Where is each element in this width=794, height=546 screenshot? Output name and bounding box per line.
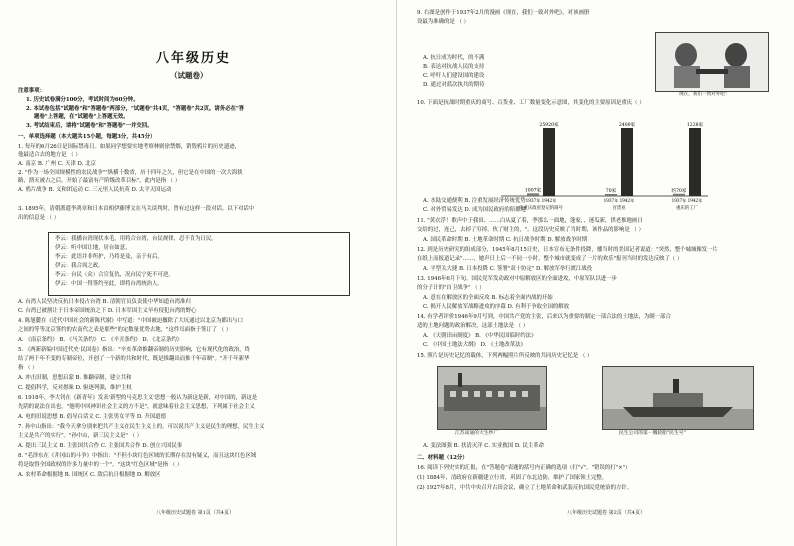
chart-value-label: 25920家 xyxy=(539,123,559,128)
quote-line: 伊云：我合周之政。 xyxy=(55,263,104,269)
chart-bar xyxy=(527,193,539,196)
option-line: C. 呼吁人们建设国的建设 xyxy=(423,73,485,79)
question-line: 结了两千年不变的专制帝位，开创了一个新的共和时代，既是推翻出而推千年帝制"。"开千年新华 xyxy=(18,356,250,362)
option-line: A. 意在在解放区的全面反攻 B. 标志着全面内战的开始 xyxy=(423,295,553,301)
chart-group-label: 百货业 xyxy=(612,206,626,211)
option-line: A. 电的旧说思想 B. 倡导白话文 C. 主张男女平等 D. 升国道德 xyxy=(18,414,166,420)
option-line: C. 对外贸易发达 D. 成为国民政府的陪都地 xyxy=(423,207,526,213)
quote-line: 伊云：听中国让地，居台如意。 xyxy=(55,245,131,251)
option-line: A. 鸦片战争 B. 义和团运动 C. 三元里人民抗英 D. 太平天国运动 xyxy=(18,187,172,193)
chart-group-label: 重庆的工厂 xyxy=(676,206,698,211)
ship-drawing xyxy=(603,367,753,429)
option-line: C. 台湾已被割让于日本帝国统治之下 D. 日本军国主义早有侵犯台湾的野心 xyxy=(18,308,197,314)
option-line: C. 《中国土地法大纲》 D. 《土地改革法》 xyxy=(423,342,526,348)
question-line: 路，溃灭被占之后，开始了最富有产阶级改革目标"，此内是指 （ ） xyxy=(18,178,181,184)
question-line: 4. 陈旭麓在《近代中国社会的新陈代谢》中写道："中国被迫撤除了大坑通过以北京为都出与口 xyxy=(18,318,243,324)
option-line: A. 水陆交通便利 B. 注重发展经济传统优势 xyxy=(423,198,526,204)
factory-drawing xyxy=(438,367,546,429)
option-line: A. 《南京条约》 B. 《马关条约》 C. 《辛丑条约》 D. 《北京条约》 xyxy=(18,337,183,343)
chart-tick-label: 1937年 xyxy=(603,198,619,203)
chart-bar xyxy=(621,128,633,196)
question-line: (1) 1884年，清政府在新疆建立行省，巩固了东北边防，维护了国家领土完整。 xyxy=(417,475,608,481)
notes-heading: 注意事项： xyxy=(18,88,45,94)
question-line: 14. 有学者评价1946年9月写到，中国共产党的主张，后来以为重要的制定一部合法的土地法，为制一部合 xyxy=(417,314,671,320)
option-line: A. 国民革命时期 B. 土地革命时期 C. 抗日战争时期 D. 解放战争时期 xyxy=(423,237,588,243)
quote-line: 李云：台民（众）合宣复仇，况台民宁死不可逆， xyxy=(55,272,174,278)
question-line: 13. 1946年6月下旬，国民党军发动政对中原解放区的全面进攻，中原军队以进一步 xyxy=(417,276,617,282)
chart-tick-label: 1937年 xyxy=(525,198,541,203)
option-line: A. 农村革命根据地 B. 国统区 C. 敌后抗日根据地 D. 解放区 xyxy=(18,472,161,478)
quote-line: 伊云：中国一得签约至此，即将台湾统治人。 xyxy=(55,281,163,287)
page-2 xyxy=(397,0,794,546)
question-line: 11. "黄衣浮！歌声中于我田、……白从夏了着，季那么一面地，蓬家，，迷瓜新，拱老推地画日 xyxy=(417,218,643,224)
chart-tick-label: 1937年 xyxy=(671,198,687,203)
question-line: 在纸上而报道记录"……，她声日上后一不同一小时，整个城市就变成了一片的欢乐"报刊当时的发达反映了（ ） xyxy=(417,256,683,262)
quote-box xyxy=(48,232,350,296)
option-line: A. 《天朝田亩制度》 B. 《中华民国临时约法》 xyxy=(423,333,537,339)
question-line: (2) 1927年8月，中共中央召开古田会议，确立了土地革命和武装反抗国民党统治的方针。 xyxy=(417,485,633,491)
question-line: 设最为准确的是 （ ） xyxy=(417,19,469,25)
question-line: 先阴的说法在出也，"他明中回神识社会主义的方不是"，就意味着社会主义思想，下列属于社会主义 xyxy=(18,404,255,410)
section-heading: 二、材料题（12分） xyxy=(417,455,468,461)
question-line: 将是取得全国政权的许多力量中的一个"，"这块"红色区域"是指 （ ） xyxy=(18,462,183,468)
question-line: 7. 孙中山指出："我今天拿分别来把共产主义在民生主义上的，可以说共产主义是民生的理想，民生主义 xyxy=(18,424,265,430)
quote-line: 李云：我播台湾现状本毛，用将合台湾，台民规律，忍不肯为日民。 xyxy=(55,236,217,242)
chart-tick-label: 1942年 xyxy=(619,198,635,203)
question-line: 出的信息是 （ ） xyxy=(18,215,60,221)
question-line: 9. 右图是创作于1937年2月的漫画《现在，我们一致对外吧》，对该画册 xyxy=(417,10,590,16)
question-line: 15. 照片是历史记忆的载体，下列两幅照片所反映的共同历史记忆是 （ ） xyxy=(417,353,593,359)
chart-value-label: 约70家 xyxy=(671,188,687,194)
option-line: A. 抗日成为时代，的不满 xyxy=(423,55,485,61)
chart-value-label: 1228家 xyxy=(686,123,704,128)
note-line: 1. 历史试卷满分100分，考试时间为60分钟。 xyxy=(26,97,139,103)
page-title: 八年级历史 xyxy=(156,51,232,66)
option-line: D. 通过对蓝次执共的期待 xyxy=(423,82,485,88)
ship-photo xyxy=(602,366,754,430)
question-line: 16. 阅读下列史实的汇报，在"答题卷"表题的括号内正确的选项（打"√"，"错误的打"×"） xyxy=(417,465,631,471)
question-line: 适的土地问题的政治解决，这部土地法是 （ ） xyxy=(417,323,529,329)
question-line: 主义是共产的实行"。"孙中山，新三民主义是" （ ） xyxy=(18,433,143,439)
factory-photo xyxy=(437,366,547,430)
option-line: A. 台湾人民坚决反抗日本侵占台湾 B. 清朝官员负责使中华知道台湾准归 xyxy=(18,299,191,305)
question-line: 2. "作为一场全国规模性的农民战争""纵横十数省，历十四年之久，但它是在中国的一次大海狭 xyxy=(18,170,243,176)
chart-tick-label: 1942年 xyxy=(687,198,703,203)
chart-bar xyxy=(689,128,701,196)
question-line: 交给的过，连己，去掉了穷掉，伙了财主的，"。这段历史反映了当时期，该作品的影响是 （ ） xyxy=(417,227,644,233)
question-line: 6. 1918年，李大钊在《新青年》发表'新型的马克思主义'思想一般认为新这是新，对中国的，新这是 xyxy=(18,395,258,401)
question-line: 的分子计的"自卫战争" （ ） xyxy=(417,285,485,291)
page-subtitle: （试题卷） xyxy=(170,71,208,80)
page-footer: 八年级历史试题卷 第1页（共4页） xyxy=(156,510,234,516)
chart-bar xyxy=(605,194,617,196)
question-line: 之间的等等北京签约的农南代之表是那些"的定数量优势去地，"这件耳面指于签订了 （ ） xyxy=(18,327,232,333)
option-line: C. 提倡科学，反对愚昧 D. 驱逐列强，维护主权 xyxy=(18,385,132,391)
option-line: C. 揭开人民解放军战略进攻的序幕 D. 有利于争取全国的解放 xyxy=(423,304,570,310)
note-line: 题卷"上答题，在"试题卷"上答题无效。 xyxy=(34,114,129,120)
section-heading: 一、单项选择题（本大题共15小题，每题3分，共45分） xyxy=(18,134,156,140)
question-line: 指 （ ） xyxy=(18,365,38,371)
option-line: A. 平型关大捷 B. 日本投降 C. 签署"双十协定" D. 解放军举行渡江战役 xyxy=(423,266,593,272)
option-line: A. 变法图强 B. 扶清灭洋 C. 实业救国 D. 民主革命 xyxy=(423,443,545,449)
question-line: 1. 每年的6月26日是国际禁毒日。如果同学想要实地考察林则徐禁烟，销毁鸦片的历史遗迹， xyxy=(18,144,240,150)
note-line: 3. 考试结束后，请将"试题卷"和"答题卷"一并交回。 xyxy=(26,123,153,129)
chart-group-label: 向重庆政府登记的商号 xyxy=(519,206,563,211)
question-line: 3. 1895年，清朝派遣李鸿章和日本首相伊藤博文在马关谈判时，曾有过这样一段对话。以下对话中 xyxy=(18,206,255,212)
chart-value-label: 70家 xyxy=(605,189,617,194)
cartoon-drawing xyxy=(656,33,768,91)
photo-caption: 江苏南通的大生纱厂 xyxy=(455,431,499,436)
chart-tick-label: 1942年 xyxy=(541,198,557,203)
photo-caption: 民生公司的第一艘轮船"民生号" xyxy=(619,431,686,436)
option-line: A. 提出三民主义 B. 主张国共合作 C. 主张国共合作 D. 创立兴国民事 xyxy=(18,443,183,449)
page-footer: 八年级历史试题卷 第2页（共4页） xyxy=(567,510,645,516)
chart-value-label: 1007家 xyxy=(524,188,542,194)
question-line: 10. 下面是抗战时期重庆的商号、百货业、工厂数量变化示意图，其变化的主要原因是重庆（ ） xyxy=(417,100,645,106)
question-line: 12. 到是历史研究的组成部分，1945年8月15日史，日本宣布无条件投降，播当时的美国记者说道："突然，整个城城像发一片 xyxy=(417,247,718,253)
question-line: 5. 《两新新编中国近代史·民国卷》指出："辛亥革命推翻帝制的历史影响，它有现代化的政治，终 xyxy=(18,347,251,353)
question-line: 他最适合去的地方是 （ ） xyxy=(18,152,81,158)
option-line: A. 冲击旧制，思想启蒙 B. 推翻帝制，建立共和 xyxy=(18,375,132,381)
quote-line: 李云：此语并非所护，乃将是及，亲于有后。 xyxy=(55,254,163,260)
chart-bar xyxy=(673,194,685,196)
option-line: A. 南京 B. 广州 C. 天津 D. 北京 xyxy=(18,161,96,167)
note-line: 2. 本试卷包括"试题卷"和"答题卷"两部分，"试题卷"共4页，"答题卷"共2页。请务必在"答 xyxy=(26,106,245,112)
chart-bar xyxy=(543,128,555,196)
option-line: B. 表达对抗战人民的支持 xyxy=(423,64,485,70)
bar-chart xyxy=(497,108,712,218)
question-line: 8. "毛泽东在《井冈山的斗争》中指出："不但小块红色区域的长期存在没有疑义，而且这块红色区域 xyxy=(18,453,257,459)
chart-value-label: 2400家 xyxy=(618,123,636,128)
cartoon-caption: 现在，我们一致对外吧！ xyxy=(679,92,730,97)
cartoon-image xyxy=(655,32,769,92)
